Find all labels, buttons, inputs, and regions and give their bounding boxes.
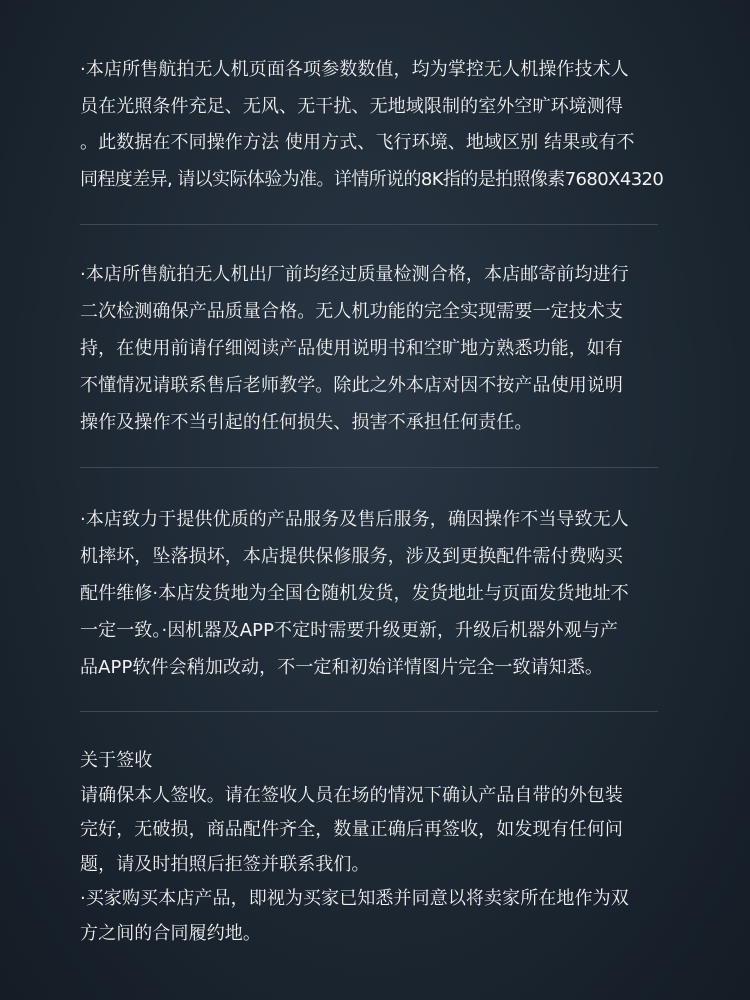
text-line: 员在光照条件充足、无风、无干扰、无地域限制的室外空旷环境测得 [80, 95, 623, 117]
parameter-disclaimer-section [80, 52, 720, 198]
quality-inspection-section [80, 256, 720, 441]
section-divider [80, 467, 658, 468]
after-sales-section [80, 501, 720, 686]
text-line: 题，请及时拍照后拒签并联系我们。 [80, 853, 370, 875]
delivery-signing-section [80, 744, 720, 951]
text-line: 同程度差异, 请以实际体验为准。详情所说的8K指的是拍照像素7680X4320 [80, 168, 664, 190]
text-line: 二次检测确保产品质量合格。无人机功能的完全实现需要一定技术支 [80, 301, 623, 322]
text-line: 请确保本人签收。请在签收人员在场的情况下确认产品自带的外包装 [80, 784, 623, 806]
text-line: 机摔坏，坠落损坏，本店提供保修服务，涉及到更换配件需付费购买 [80, 546, 623, 567]
text-line: 一定一致。·因机器及APP不定时需要升级更新，升级后机器外观与产 [80, 620, 618, 641]
text-line: 方之间的合同履约地。 [80, 922, 261, 944]
text-line: 完好，无破损，商品配件齐全，数量正确后再签收，如发现有任何问 [80, 819, 623, 840]
text-line: 操作及操作不当引起的任何损失、损害不承担任何责任。 [80, 412, 533, 433]
text-line: ·本店所售航拍无人机出厂前均经过质量检测合格，本店邮寄前均进行 [80, 264, 629, 285]
text-line: ·本店致力于提供优质的产品服务及售后服务，确因操作不当导致无人 [80, 509, 629, 530]
text-line: ·买家购买本店产品，即视为买家已知悉并同意以将卖家所在地作为双 [80, 888, 629, 909]
text-line: 品APP软件会稍加改动，不一定和初始详情图片完全一致请知悉。 [80, 657, 604, 678]
text-line: ·本店所售航拍无人机页面各项参数数值，均为掌控无人机操作技术人 [80, 59, 629, 80]
section-divider [80, 224, 658, 225]
section-heading: 关于签收 [80, 750, 153, 771]
text-line: 持，在使用前请仔细阅读产品使用说明书和空旷地方熟悉功能，如有 [80, 338, 623, 359]
text-line: 配件维修·本店发货地为全国仓随机发货，发货地址与页面发货地址不 [80, 583, 629, 604]
section-divider [80, 711, 658, 712]
text-line: 。此数据在不同操作方法 使用方式、飞行环境、地域区别 结果或有不 [80, 132, 635, 153]
text-line: 不懂情况请联系售后老师教学。除此之外本店对因不按产品使用说明 [80, 375, 623, 396]
